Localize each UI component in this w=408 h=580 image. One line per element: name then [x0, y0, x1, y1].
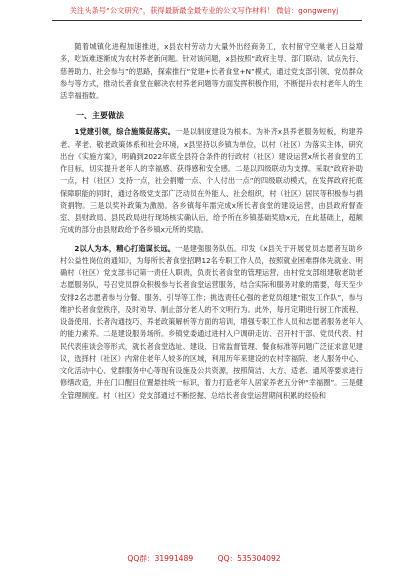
item-2-title: 2以人为本，精心打造谋长远。	[74, 243, 176, 253]
header-divider	[52, 20, 362, 21]
footer-qq-group: QQ群：31991489	[127, 554, 194, 563]
item-1-paragraph	[60, 126, 363, 236]
footer-qq: QQ：535304092	[217, 554, 281, 563]
intro-paragraph: 随着城镇化进程加速推进，x县农村劳动力大量外出经商务工，农村留守空巢老人日益增多，吃饭难逐渐成为农村养老新问题。针对该问题，x县按照“政府主导、部门联动、试点先行、慈善助力、社会参与”的思路，探索推行“党建+长者食堂+N”模式，通过党支部引领、党员群众参与等方式，推动长者食堂在解决农村养老问题等方面发挥积极作用，不断提升农村老年人的生活幸福指数。	[60, 42, 363, 100]
page-footer	[0, 553, 408, 569]
page-header-banner: 关注头条号“公文研究”，获得最新最全最专业的公文写作材料！ 微信：gongwenyj	[69, 6, 339, 15]
item-1-title: 1党建引领，综合施策促落实。	[74, 127, 176, 137]
section-heading: 一、主要做法	[76, 111, 124, 121]
item-2-body: 一是建强服务队伍。印发《x县关于开展党员志愿者互助乡村公益性岗位的通知》，为每所长者食堂招聘12名专职工作人员，按照就业困难群体先就业、明确村（社区）党支部书记第一责任人职责，负责长者食堂的管理运营，由村党支部组建敬老助老志愿服务队，号召党员群众积极参与长者食堂运营服务，结合实际和服务对象的需要，每天至少安排2名志愿者参与分餐、服务、引导等工作；挑选责任心强的老党员组建“银发工作队”，参与维护长者食堂秩序，及时劝导、制止部分老人的不文明行为。此外，每月定期进行厨工作流程、设备使用、长者沟通技巧、养老政策解析等方面的培训，增强专职工作人员和志愿者服务老年人的能力素养。二是建设服务场所。乡镇党委通过进村入户调研走访、召开村干部、党员代表、村民代表座谈会等形式，就长者食堂选址、建设、日常监督管理、餐食标准等问题广泛征求意见建议，选择村（社区）内常住老年人较多的区域，利用历年来建设的农村幸福院、老人服务中心、文化活动中心、党群服务中心等现有设施及公共资源，按照简洁、大方、适老、通风等要求进行修缮改造，并在门口醒目位置悬挂统一标识，着力打造老年人居家养老五分钟“幸福圈”。三是健全管理制度。村（社区）党支部通过不断挖掘、总结长者食堂运营期间积累的经验和	[60, 243, 363, 400]
item-2-paragraph	[60, 243, 363, 402]
document-body	[60, 41, 363, 402]
item-1-body: 一是以制度建设为根本。为补齐x县养老服务短板，构建养老、孝老、敬老政策体系和社会环境，x县坚持以乡镇为单位，以村（社区）为落实主体，研究出台《实施方案》，明确到2022年底全县符合条件的行政村（社区）建设运营x所长者食堂的工作目标，切实提升老年人的幸福感、获得感和安全感。二是以四级联动为支撑。采取“政府补助一点，村（社区）支持一点，社会捐赠一点、个人付出一点”的四级联动模式，在发挥政府托底保障职能的同时，通过各级党支部广泛动员在外能人、社会组织，村（社区）居民等积极参与捐资捐物。三是以奖补政策为激励。各乡镇每年需完成x所长者食堂的建设运营，由县政府督查室、县财政局、县民政局进行现场核实确认后，给予所在乡镇基础奖励x元，在此基础上，超额完成的部分由县财政给予各乡镇x元所的奖励。	[60, 127, 363, 235]
